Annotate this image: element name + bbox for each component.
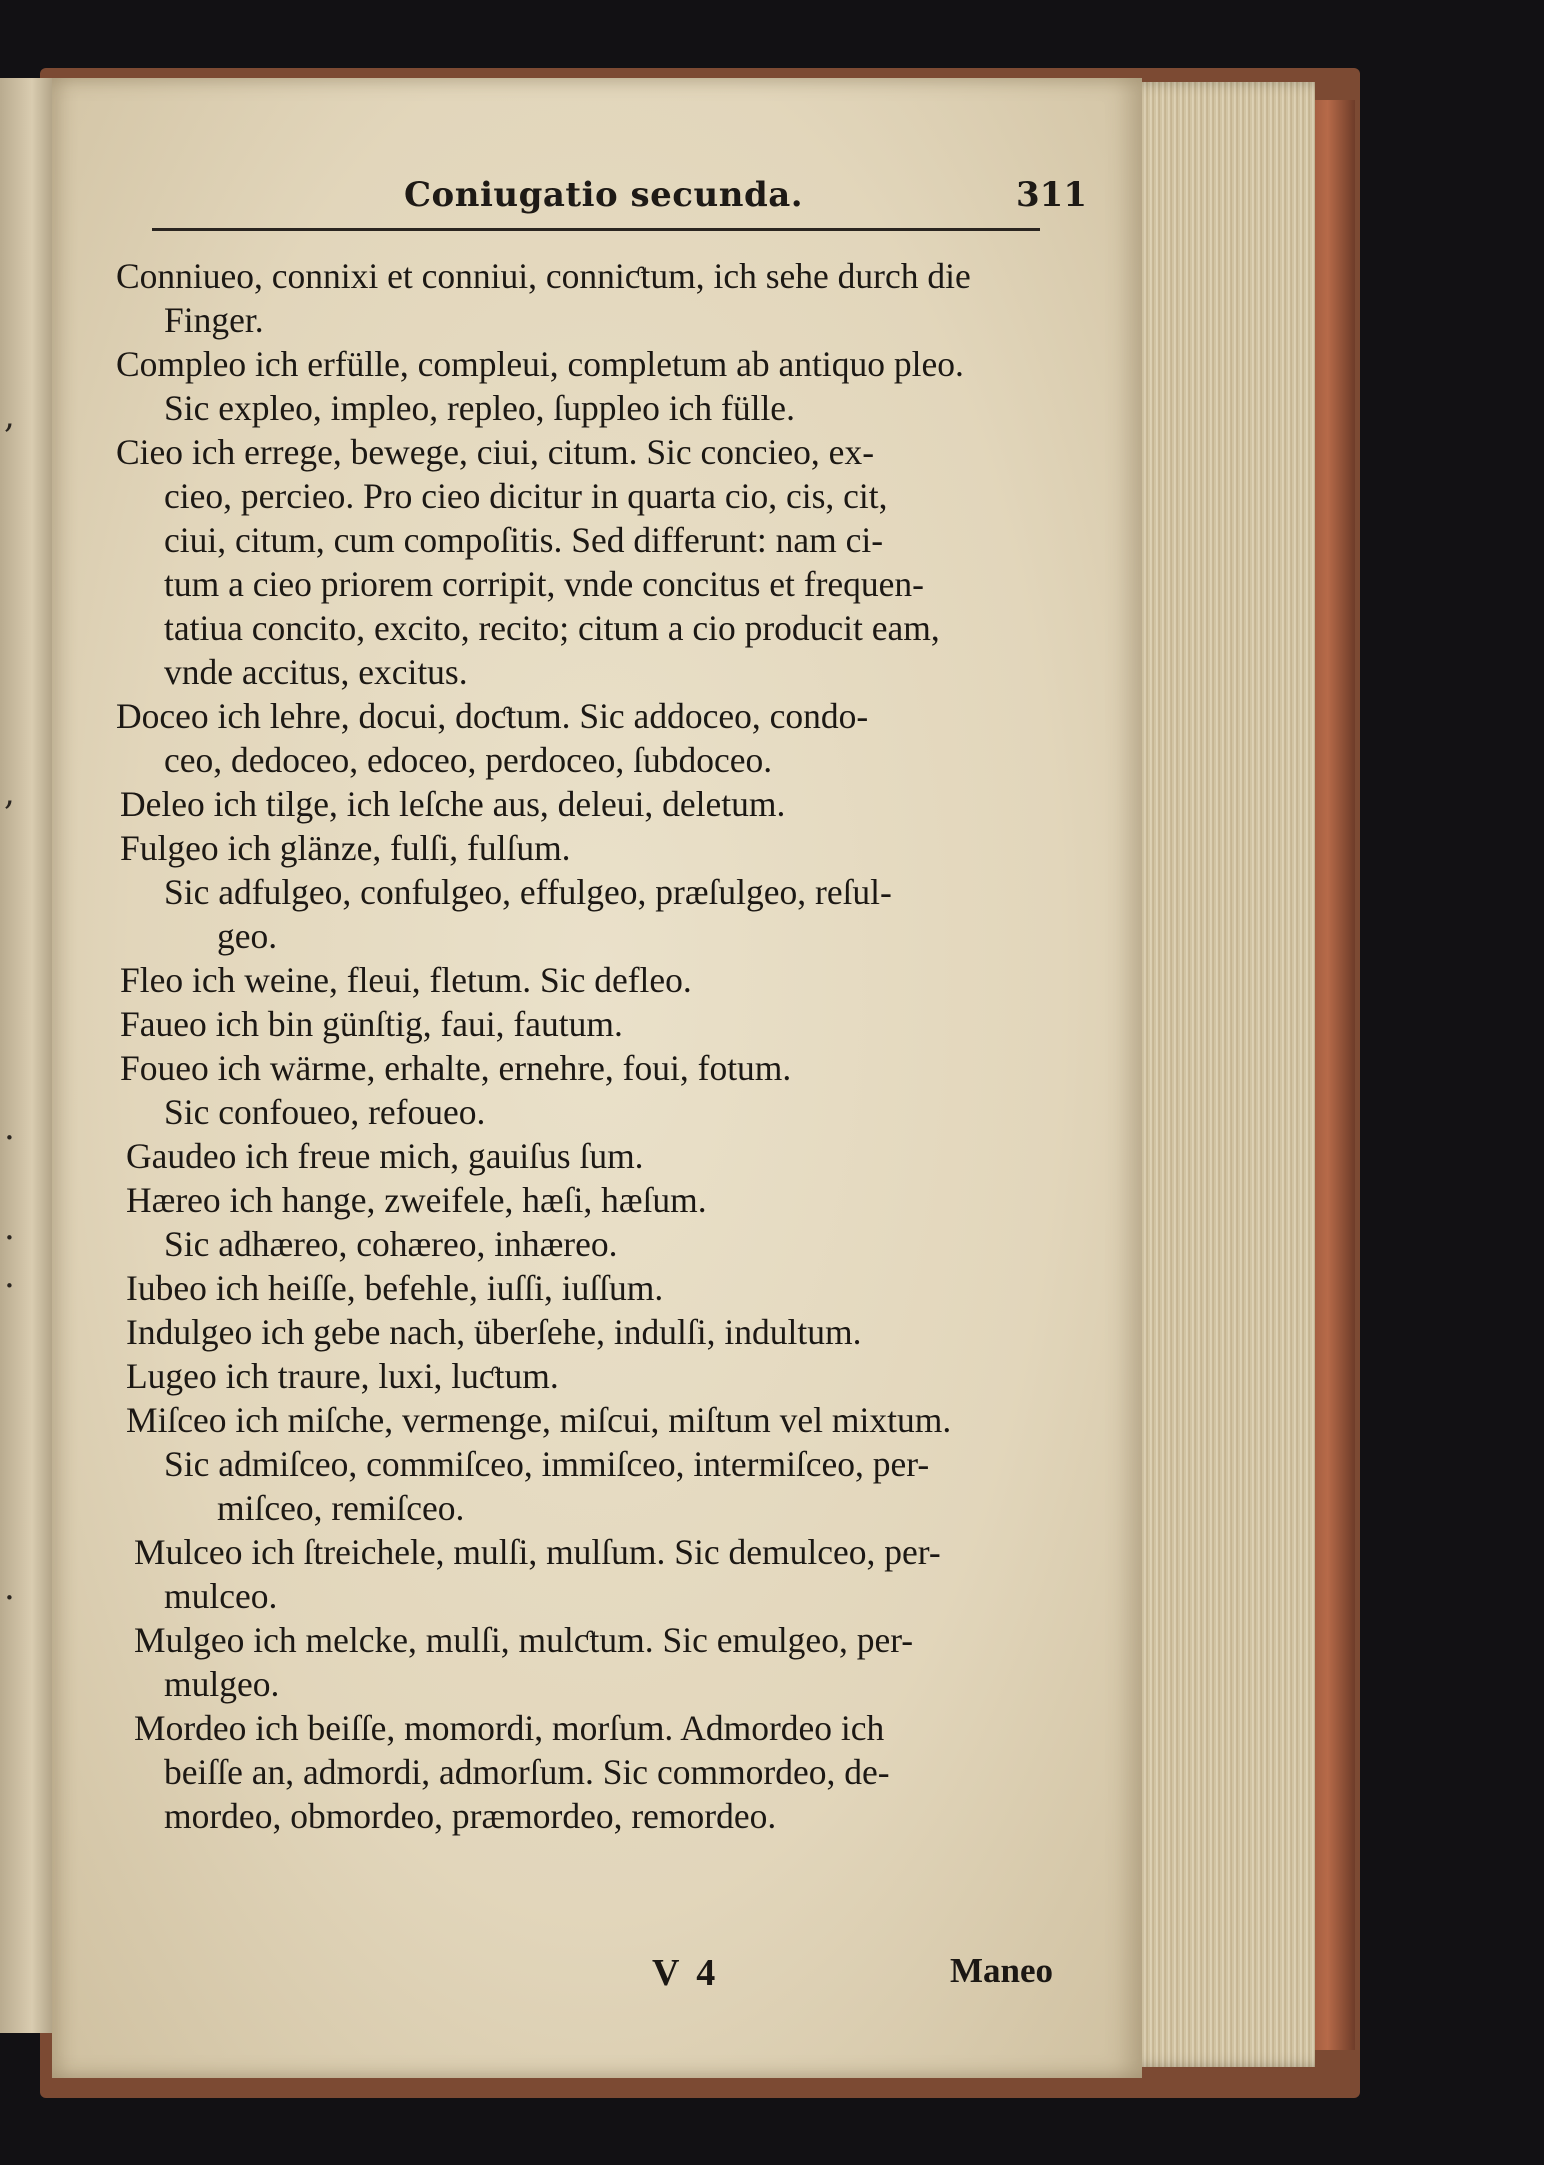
facing-page-mark: . — [4, 1568, 15, 1608]
text-line: ciui, citum, cum compoſitis. Sed differunt: nam ci- — [164, 520, 884, 560]
text-line: mordeo, obmordeo, præmordeo, remordeo. — [164, 1796, 777, 1836]
text-line: tatiua concito, excito, recito; citum a cio producit eam, — [164, 608, 940, 648]
text-line: beiſſe an, admordi, admorſum. Sic commordeo, de- — [164, 1752, 890, 1792]
running-header — [152, 173, 1087, 243]
facing-page-mark: , — [4, 773, 15, 813]
text-line: Hæreo ich hange, zweifele, hæſi, hæſum. — [126, 1180, 707, 1220]
text-line: cieo, percieo. Pro cieo dicitur in quarta cio, cis, cit, — [164, 476, 888, 516]
text-line: Sic admiſceo, commiſceo, immiſceo, intermiſceo, per- — [164, 1444, 930, 1484]
text-line: Conniueo, connixi et conniui, conniƈtum, ich sehe durch die — [116, 256, 971, 296]
text-line: Sic expleo, impleo, repleo, ſuppleo ich fülle. — [164, 388, 795, 428]
page-block-edge — [1125, 82, 1315, 2067]
text-line: Faueo ich bin günſtig, faui, fautum. — [120, 1004, 623, 1044]
facing-page-mark: , — [4, 396, 15, 436]
facing-page-mark: . — [4, 1208, 15, 1248]
text-line: Mulgeo ich melcke, mulſi, mulƈtum. Sic emulgeo, per- — [134, 1620, 914, 1660]
text-line: Iubeo ich heiſſe, befehle, iuſſi, iuſſum. — [126, 1268, 664, 1308]
text-line: vnde accitus, excitus. — [164, 652, 468, 692]
page-body-text — [112, 254, 1122, 1838]
text-line: mulceo. — [164, 1576, 278, 1616]
text-line: mulgeo. — [164, 1664, 280, 1704]
catchword: Maneo — [950, 1951, 1054, 1990]
facing-page-mark: . — [4, 1256, 15, 1296]
text-line: Lugeo ich traure, luxi, luƈtum. — [126, 1356, 559, 1396]
text-line: Miſceo ich miſche, vermenge, miſcui, miſtum vel mixtum. — [126, 1400, 952, 1440]
text-line: Finger. — [164, 300, 264, 340]
page-footer — [52, 1951, 1142, 2011]
text-line: Mordeo ich beiſſe, momordi, morſum. Admordeo ich — [134, 1708, 885, 1748]
text-line: miſceo, remiſceo. — [217, 1488, 465, 1528]
book-page — [52, 78, 1142, 2078]
text-line: Foueo ich wärme, erhalte, ernehre, foui, fotum. — [120, 1048, 792, 1088]
text-line: Sic adhæreo, cohæreo, inhæreo. — [164, 1224, 618, 1264]
facing-page-sliver — [0, 78, 58, 2033]
text-line: Doceo ich lehre, docui, doƈtum. Sic addoceo, condo- — [116, 696, 869, 736]
text-line: Cieo ich errege, bewege, ciui, citum. Sic concieo, ex- — [116, 432, 875, 472]
signature-mark: V 4 — [652, 1952, 720, 1994]
text-line: Indulgeo ich gebe nach, überſehe, indulſi, indultum. — [126, 1312, 862, 1352]
text-line: ceo, dedoceo, edoceo, perdoceo, ſubdoceo. — [164, 740, 773, 780]
text-line: Gaudeo ich freue mich, gauiſus ſum. — [126, 1136, 644, 1176]
text-line: tum a cieo priorem corripit, vnde concitus et frequen- — [164, 564, 925, 604]
text-line: Deleo ich tilge, ich leſche aus, deleui, deletum. — [120, 784, 786, 824]
header-rule — [152, 228, 1040, 231]
facing-page-mark: . — [4, 1108, 15, 1148]
text-line: Mulceo ich ſtreichele, mulſi, mulſum. Sic demulceo, per- — [134, 1532, 941, 1572]
text-line: Sic adfulgeo, confulgeo, effulgeo, præſulgeo, reſul- — [164, 872, 892, 912]
text-line: geo. — [217, 916, 278, 956]
page-number: 311 — [1016, 175, 1087, 215]
text-line: Compleo ich erfülle, compleui, completum ab antiquo pleo. — [116, 344, 964, 384]
text-line: Fulgeo ich glänze, fulſi, fulſum. — [120, 828, 571, 868]
text-line: Fleo ich weine, fleui, fletum. Sic defleo. — [120, 960, 692, 1000]
text-line: Sic confoueo, refoueo. — [164, 1092, 486, 1132]
running-title: Coniugatio secunda. — [404, 175, 804, 215]
